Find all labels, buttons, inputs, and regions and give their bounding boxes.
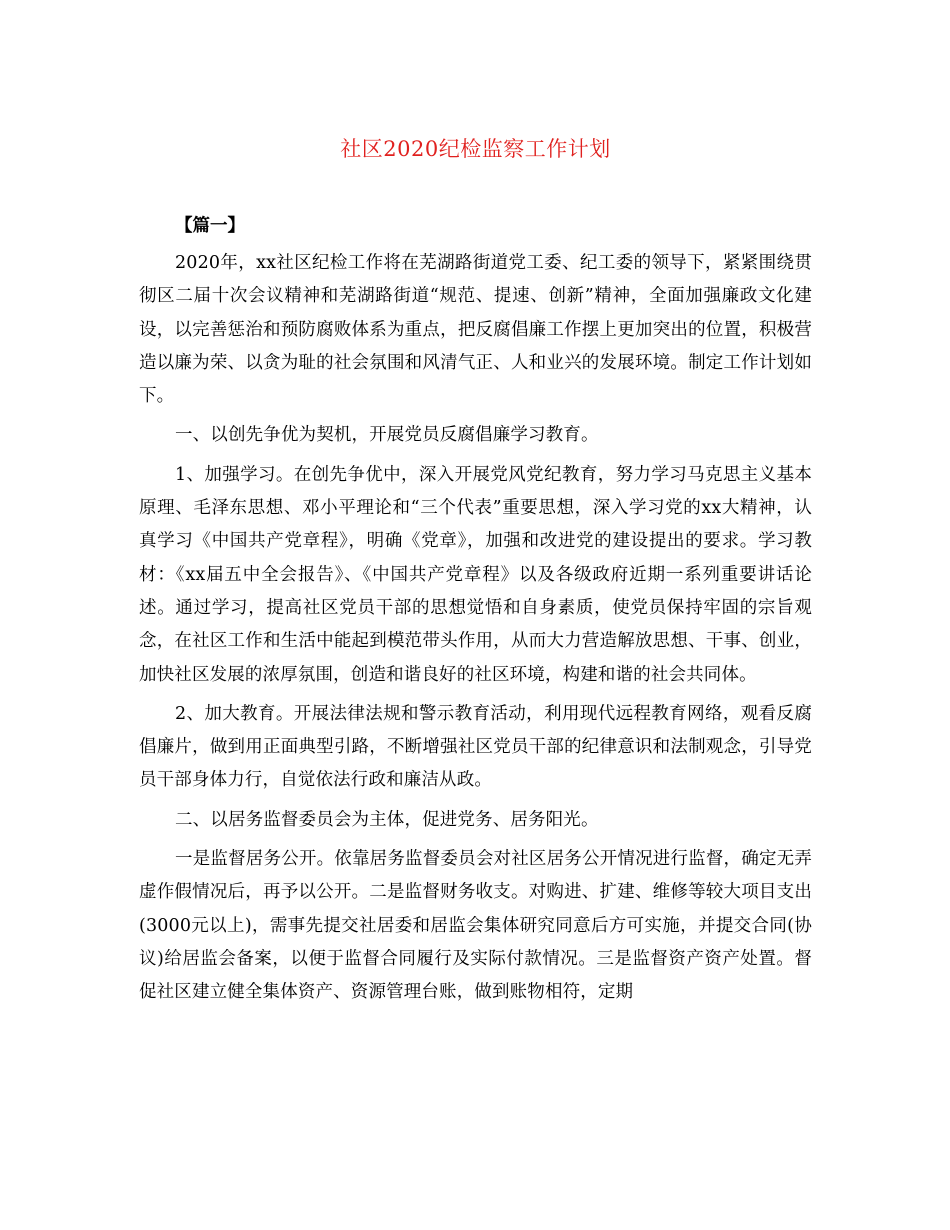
paragraph-intro: 2020年，xx社区纪检工作将在芜湖路街道党工委、纪工委的领导下，紧紧围绕贯彻区二届十次会议精神和芜湖路街道“规范、提速、创新”精神，全面加强廉政文化建设，以完善惩治和预防腐败体系为重点，把反腐倡廉工作摆上更加突出的位置，积极营造以廉为荣、以贪为耻的社会氛围和风清气正、人和业兴的发展环境。制定工作计划如下。 [139,253,812,407]
paragraph-heading-2: 二、以居务监督委员会为主体，促进党务、居务阳光。 [175,809,599,830]
paragraph-study: 1、加强学习。在创先争优中，深入开展党风党纪教育，努力学习马克思主义基本原理、毛泽东思想、邓小平理论和“三个代表”重要思想，深入学习党的xx大精神，认真学习《中国共产党章程》，明确《党章》，加强和改进党的建设提出的要求。学习教材：《xx届五中全会报告》、《中国共产党章程》以及各级政府近期一系列重要讲话论述。通过学习，提高社区党员干部的思想觉悟和自身素质，使党员保持牢固的宗旨观念，在社区工作和生活中能起到模范带头作用，从而大力营造解放思想、干事、创业，加快社区发展的浓厚氛围，创造和谐良好的社区环境，构建和谐的社会共同体。 [139,464,812,685]
document-title: 社区2020纪检监察工作计划 [340,137,611,161]
section-label: 【篇一】 [175,216,245,236]
paragraph-heading-1: 一、以创先争优为契机，开展党员反腐倡廉学习教育。 [175,425,599,446]
paragraph-supervision: 一是监督居务公开。依靠居务监督委员会对社区居务公开情况进行监督，确定无弄虚作假情况后，再予以公开。二是监督财务收支。对购进、扩建、维修等较大项目支出(3000元以上)，需事先提交社居委和居监会集体研究同意后方可实施，并提交合同(协议)给居监会备案，以便于监督合同履行及实际付款情况。三是监督资产资产处置。督促社区建立健全集体资产、资源管理台账，做到账物相符，定期 [139,849,812,1003]
paragraph-education: 2、加大教育。开展法律法规和警示教育活动，利用现代远程教育网络，观看反腐倡廉片，做到用正面典型引路，不断增强社区党员干部的纪律意识和法制观念，引导党员干部身体力行，自觉依法行政和廉洁从政。 [139,703,812,791]
